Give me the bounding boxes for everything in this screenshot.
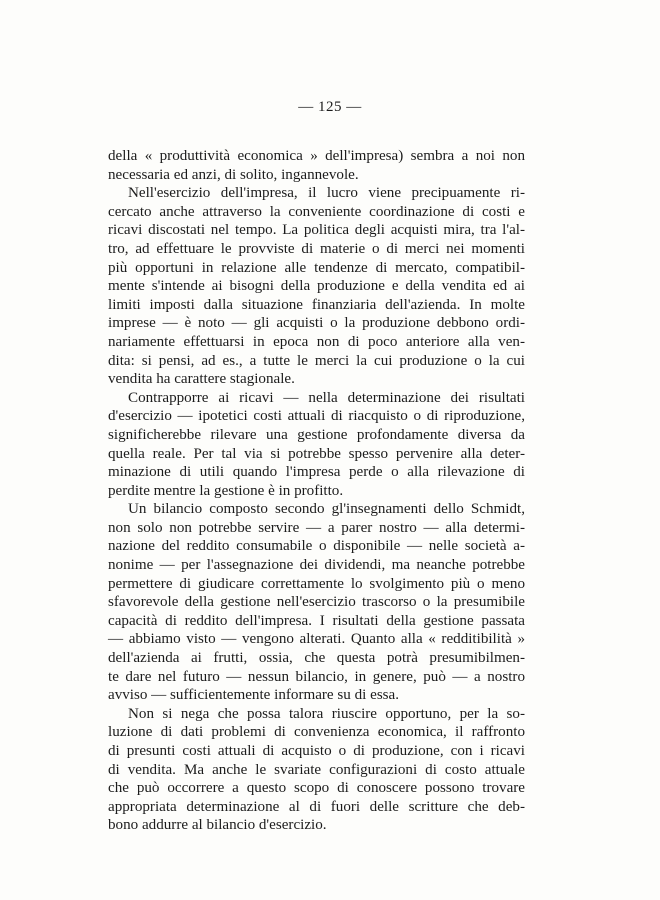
text-line: — abbiamo visto — vengono alterati. Quanto alla « redditibilità » <box>108 631 525 648</box>
text-line: ricavi discostati nel tempo. La politica degli acquisti mira, tra l'al- <box>108 222 525 239</box>
body-text <box>108 147 525 835</box>
text-line: più opportuni in relazione alle tendenze di mercato, compatibil- <box>108 259 525 276</box>
page-number: — 125 — <box>298 99 362 115</box>
text-line: di presunti costi attuali di acquisto o di produzione, con i ricavi <box>108 743 525 759</box>
text-line: perdite mentre la gestione è in profitto. <box>108 482 344 499</box>
text-line: Contrapporre ai ricavi — nella determinazione dei risultati <box>128 389 525 406</box>
text-line: quella reale. Per tal via si potrebbe spesso pervenire alla deter- <box>108 445 525 462</box>
text-line: di vendita. Ma anche le svariate configurazioni di costo attuale <box>108 761 525 778</box>
text-line: tro, ad effettuare le provviste di materie o di merci nei momenti <box>108 240 525 257</box>
text-line: bono addurre al bilancio d'esercizio. <box>108 817 327 834</box>
text-line: Non si nega che possa talora riuscire opportuno, per la so- <box>128 705 525 722</box>
text-line: significherebbe rilevare una gestione profondamente diversa da <box>108 426 525 443</box>
text-line: te dare nel futuro — nessun bilancio, in genere, può — a nostro <box>108 668 525 685</box>
text-line: limiti imposti dalla situazione finanziaria dell'azienda. In molte <box>108 296 525 313</box>
paragraph <box>108 389 525 501</box>
paragraph <box>108 500 525 705</box>
text-line: necessaria ed anzi, di solito, ingannevole. <box>108 166 359 183</box>
text-line: permettere di giudicare correttamente lo svolgimento più o meno <box>108 575 525 592</box>
text-line: d'esercizio — ipotetici costi attuali di riacquisto o di riproduzione, <box>108 408 525 425</box>
text-line: mente s'intende ai bisogni della produzione e della vendita ed ai <box>108 278 525 295</box>
text-line: dell'azienda ai frutti, ossia, che questa potrà presumibilmen- <box>108 650 525 667</box>
text-line: imprese — è noto — gli acquisti o la produzione debbono ordi- <box>108 315 525 332</box>
text-line: nazione del reddito consumabile o disponibile — nelle società a- <box>108 538 525 555</box>
text-line: non solo non potrebbe servire — a parer nostro — alla determi- <box>108 519 525 536</box>
text-line: cercato anche attraverso la conveniente coordinazione di costi e <box>108 203 525 220</box>
text-line: che può occorrere a questo scopo di conoscere possono trovare <box>108 780 525 797</box>
paragraph <box>108 705 525 835</box>
text-line: Nell'esercizio dell'impresa, il lucro viene precipuamente ri- <box>128 185 525 202</box>
text-line: minazione di utili quando l'impresa perde o alla rilevazione di <box>108 464 525 481</box>
text-line: nonime — per l'assegnazione dei dividendi, ma neanche potrebbe <box>108 557 525 574</box>
text-line: capacità di reddito dell'impresa. I risultati della gestione passata <box>108 612 525 629</box>
text-line: vendita ha carattere stagionale. <box>108 371 295 388</box>
text-line: dita: si pensi, ad es., a tutte le merci la cui produzione o la cui <box>108 352 525 369</box>
text-line: luzione di dati problemi di convenienza economica, il raffronto <box>108 724 525 741</box>
paragraph <box>108 147 525 184</box>
text-line: appropriata determinazione al di fuori delle scritture che deb- <box>108 798 525 815</box>
text-line: della « produttività economica » dell'impresa) sembra a noi non <box>108 148 525 164</box>
text-line: nariamente effettuarsi in epoca non di poco anteriore alla ven- <box>108 333 525 350</box>
text-line: Un bilancio composto secondo gl'insegnamenti dello Schmidt, <box>128 501 525 518</box>
paragraph <box>108 184 525 389</box>
text-line: sfavorevole della gestione nell'esercizio trascorso o la presumibile <box>108 594 525 611</box>
text-line: avviso — sufficientemente informare su di essa. <box>108 687 400 704</box>
